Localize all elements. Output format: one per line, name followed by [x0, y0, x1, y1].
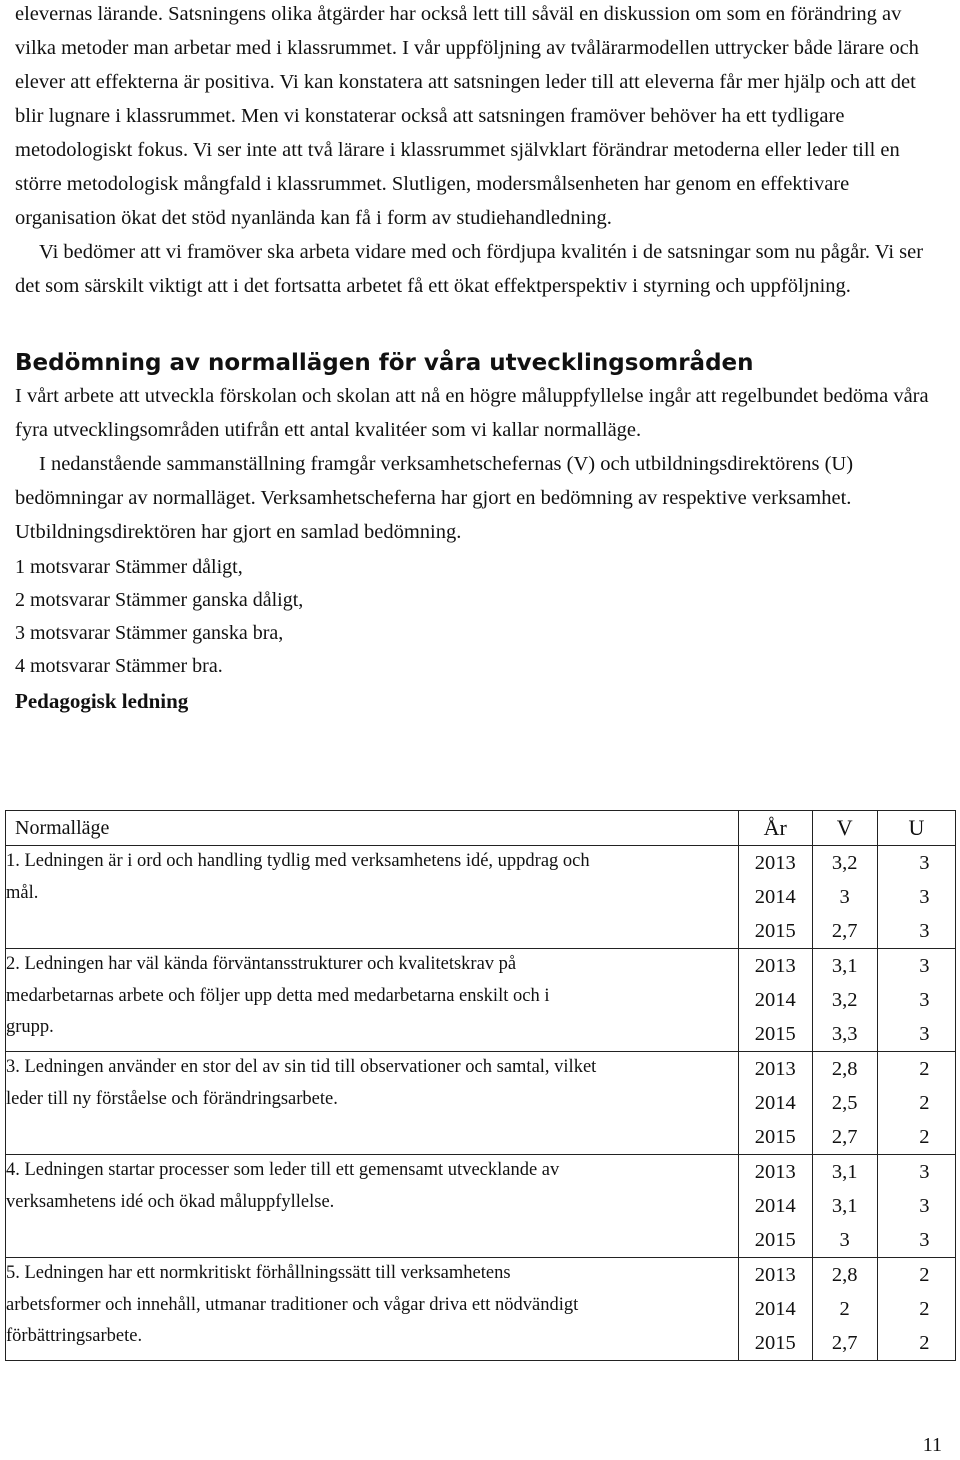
v-cell-value: 3,1 [831, 1195, 858, 1217]
v-cell-value: 3,3 [831, 1023, 858, 1045]
intro-paragraph-1: elevernas lärande. Satsningens olika åtgärder har också lett till såväl en diskussion om som en förändring av vilka metoder man arbetar med i klassrummet. I vår uppföljning av tvålärarmodellen uttrycker både lärare och elever att effekterna är positiva. Vi kan konstatera att satsningen leder till att eleverna får mer hjälp och att det blir lugnare i klassrummet. Men vi konstaterar också att satsningen framöver behöver ha ett tydligare metodologiskt fokus. Vi ser inte att två lärare i klassrummet självklart förändrar metoderna eller leder till en större metodologisk mångfald i klassrummet. Slutligen, modersmålsenheten har genom en effektivare organisation ökat det stöd nyanlända kan få i form av studiehandledning. [15, 3, 919, 229]
u-cell-value: 3 [919, 852, 930, 874]
statement-cell [6, 846, 739, 949]
u-cell-value: 3 [919, 886, 930, 908]
year-cell-value: 2014 [754, 1195, 796, 1217]
intro-text [15, 0, 945, 303]
v-cell [812, 846, 877, 949]
year-cell [739, 1258, 812, 1361]
year-cell-value: 2014 [754, 1298, 796, 1320]
rating-scale [15, 551, 945, 683]
u-cell-value: 3 [919, 1195, 930, 1217]
statement-cell [6, 1052, 739, 1155]
year-cell [739, 1052, 812, 1155]
v-cell-value: 2,7 [831, 920, 858, 942]
u-cell-value: 3 [919, 955, 930, 977]
year-cell-value: 2015 [754, 1332, 796, 1354]
u-cell-value: 2 [919, 1264, 930, 1286]
statement-cell [6, 1155, 739, 1258]
table-row [6, 1155, 956, 1258]
v-cell-value: 2,8 [831, 1264, 858, 1286]
year-cell [739, 1155, 812, 1258]
v-cell-value: 3 [839, 1229, 850, 1251]
u-cell-value: 3 [919, 1229, 930, 1251]
scale-item: 2 motsvarar Stämmer ganska dåligt, [15, 589, 304, 611]
v-cell-value: 3 [839, 886, 850, 908]
statement-line: grupp. [6, 1017, 54, 1037]
table-row [6, 949, 956, 1052]
intro-paragraph-2: Vi bedömer att vi framöver ska arbeta vidare med och fördjupa kvalitén i de satsningar som nu pågår. Vi ser det som särskilt viktigt att i det fortsatta arbetet få ett ökat effektperspektiv i styrning och uppföljning. [15, 241, 924, 297]
u-cell [877, 1258, 955, 1361]
assessment-table [5, 810, 956, 1361]
table-header-row [6, 811, 956, 846]
section-body [15, 379, 945, 549]
year-cell-value: 2013 [754, 1264, 796, 1286]
u-cell-value: 2 [919, 1332, 930, 1354]
header-v: V [812, 811, 877, 846]
year-cell-value: 2015 [754, 1126, 796, 1148]
v-cell [812, 1258, 877, 1361]
statement-line: 5. Ledningen har ett normkritiskt förhållningssätt till verksamhetens [6, 1263, 511, 1283]
header-year: År [739, 811, 812, 846]
table-body [6, 846, 956, 1361]
scale-item: 3 motsvarar Stämmer ganska bra, [15, 622, 284, 644]
year-cell-value: 2013 [754, 852, 796, 874]
statement-line: 1. Ledningen är i ord och handling tydlig med verksamhetens idé, uppdrag och [6, 851, 590, 871]
table-row [6, 1052, 956, 1155]
scale-item: 4 motsvarar Stämmer bra. [15, 655, 223, 677]
v-cell-value: 2,8 [831, 1058, 858, 1080]
v-cell-value: 2,7 [831, 1126, 858, 1148]
statement-line: förbättringsarbete. [6, 1326, 143, 1346]
u-cell [877, 846, 955, 949]
table-row [6, 1258, 956, 1361]
document-page [15, 0, 945, 717]
year-cell-value: 2014 [754, 886, 796, 908]
statement-line: arbetsformer och innehåll, utmanar traditioner och vågar driva ett nödvändigt [6, 1294, 579, 1315]
statement-line: verksamhetens idé och ökad måluppfyllelse. [6, 1191, 335, 1212]
statement-cell [6, 1258, 739, 1361]
year-cell-value: 2013 [754, 1058, 796, 1080]
year-cell [739, 949, 812, 1052]
u-cell-value: 3 [919, 1161, 930, 1183]
table-row [6, 846, 956, 949]
u-cell [877, 949, 955, 1052]
section-paragraph-2: I nedanstående sammanställning framgår verksamhetschefernas (V) och utbildningsdirektörens (U) bedömningar av normalläget. Verksamhetscheferna har gjort en bedömning av respektive verksamhet. Utbildningsdirektören har gjort en samlad bedömning. [15, 453, 854, 543]
u-cell [877, 1052, 955, 1155]
statement-cell [6, 949, 739, 1052]
v-cell-value: 2,7 [831, 1332, 858, 1354]
v-cell-value: 3,1 [831, 1161, 858, 1183]
v-cell [812, 949, 877, 1052]
u-cell-value: 2 [919, 1298, 930, 1320]
v-cell-value: 2,5 [831, 1092, 858, 1114]
year-cell-value: 2015 [754, 1229, 796, 1251]
header-normallage: Normalläge [6, 811, 739, 846]
statement-line: 4. Ledningen startar processer som leder till ett gemensamt utvecklande av [6, 1160, 560, 1180]
u-cell-value: 3 [919, 989, 930, 1011]
page-number: 11 [922, 1434, 942, 1456]
v-cell-value: 3,1 [831, 955, 858, 977]
year-cell [739, 846, 812, 949]
u-cell-value: 3 [919, 1023, 930, 1045]
u-cell-value: 2 [919, 1092, 930, 1114]
header-u: U [877, 811, 955, 846]
section-paragraph-1: I vårt arbete att utveckla förskolan och skolan att nå en högre måluppfyllelse ingår att regelbundet bedöma våra fyra utvecklingsområden utifrån ett antal kvalitéer som vi kallar normalläge. [15, 385, 929, 441]
u-cell-value: 2 [919, 1058, 930, 1080]
section-heading: Bedömning av normallägen för våra utvecklingsområden [15, 350, 754, 376]
scale-item: 1 motsvarar Stämmer dåligt, [15, 556, 243, 578]
statement-line: leder till ny förståelse och förändringsarbete. [6, 1088, 338, 1109]
v-cell [812, 1155, 877, 1258]
statement-line: 3. Ledningen använder en stor del av sin tid till observationer och samtal, vilket [6, 1057, 597, 1077]
subheading-pedagogisk-ledning: Pedagogisk ledning [15, 689, 189, 713]
year-cell-value: 2014 [754, 989, 796, 1011]
v-cell-value: 2 [839, 1298, 850, 1320]
statement-line: 2. Ledningen har väl kända förväntansstrukturer och kvalitetskrav på [6, 954, 517, 974]
v-cell-value: 3,2 [831, 852, 858, 874]
statement-line: medarbetarnas arbete och följer upp detta med medarbetarna enskilt och i [6, 985, 550, 1006]
year-cell-value: 2015 [754, 1023, 796, 1045]
year-cell-value: 2014 [754, 1092, 796, 1114]
year-cell-value: 2013 [754, 955, 796, 977]
u-cell [877, 1155, 955, 1258]
v-cell-value: 3,2 [831, 989, 858, 1011]
statement-line: mål. [6, 882, 39, 903]
year-cell-value: 2013 [754, 1161, 796, 1183]
u-cell-value: 3 [919, 920, 930, 942]
year-cell-value: 2015 [754, 920, 796, 942]
v-cell [812, 1052, 877, 1155]
u-cell-value: 2 [919, 1126, 930, 1148]
